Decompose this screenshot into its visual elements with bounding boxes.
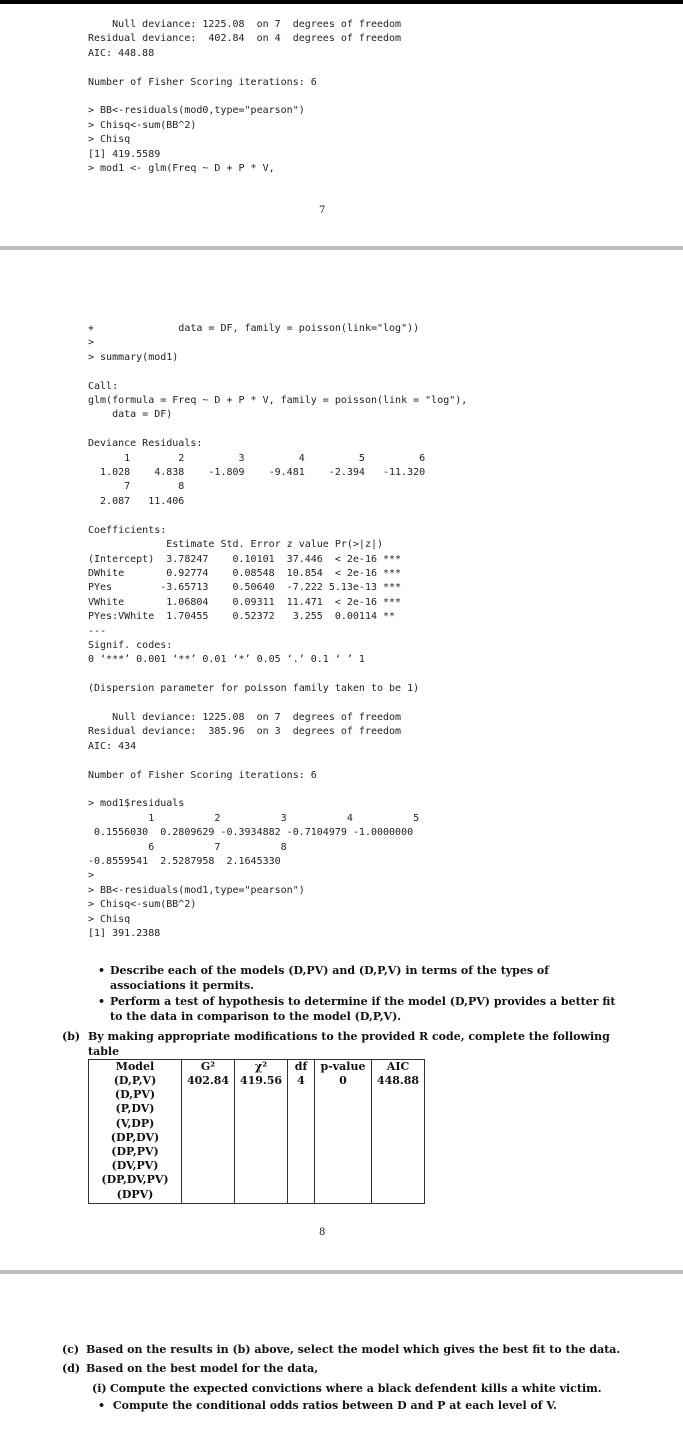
part-d-text: Based on the best model for the data, [86,1362,319,1375]
code-line: 0.1556030 0.2809629 -0.3934882 -0.7104979 -1.0000000 [88,827,414,839]
code-line: 1 2 3 4 5 [88,812,420,824]
header-model: Model [89,1060,182,1075]
code-line: > BB<-residuals(mod0,type="pearson") [88,105,305,117]
part-b-text: By making appropriate modifications to the provided R code, complete the following table [88,1030,610,1058]
page-separator [0,246,683,250]
part-c-text: Based on the results in (b) above, select the model which gives the best fit to the data. [86,1343,621,1356]
part-d-i-label: (i) [92,1382,107,1395]
code-line: > mod1 <- glm(Freq ~ D + P * V, [88,163,275,175]
code-line: > Chisq [88,913,131,925]
p-value-cell [315,1117,372,1131]
aic-cell [372,1159,425,1173]
code-line: Call: [88,380,119,392]
model-cell: (DP,DV,PV) [89,1173,182,1187]
chi2-cell [235,1102,288,1116]
model-cell: (DP,DV) [89,1131,182,1145]
model-cell: (P,DV) [89,1102,182,1116]
df-cell [288,1102,315,1116]
code-line: Null deviance: 1225.08 on 7 degrees of freedom [88,19,402,30]
code-line: 1.028 4.838 -1.809 -9.481 -2.394 -11.320 [88,467,426,479]
header-aic: AIC [372,1060,425,1075]
table-row [89,1159,425,1173]
code-line: Number of Fisher Scoring iterations: 6 [88,76,317,88]
model-cell: (DV,PV) [89,1159,182,1173]
code-line: 6 7 8 [88,841,287,853]
p-value-cell [315,1159,372,1173]
code-line: > BB<-residuals(mod1,type="pearson") [88,884,305,896]
aic-cell [372,1173,425,1187]
g2-cell: 402.84 [182,1074,235,1088]
bullet-icon: • [98,995,106,1008]
model-cell: (DP,PV) [89,1145,182,1159]
part-d-bullet: • Compute the conditional odds ratios between D and P at each level of V. [98,1399,557,1412]
header-chi2: χ² [235,1060,288,1075]
aic-cell [372,1188,425,1204]
code-line: AIC: 434 [88,740,137,752]
df-cell [288,1145,315,1159]
model-cell: (V,DP) [89,1117,182,1131]
code-line: > summary(mod1) [88,351,179,363]
code-line: > mod1$residuals [88,798,185,810]
code-line: Number of Fisher Scoring iterations: 6 [88,769,317,781]
question-bullet-describe-models: • Describe each of the models (D,PV) and (D,P,V) in terms of the types of associations it permits. [98,964,549,992]
chi2-cell [235,1188,288,1204]
aic-cell [372,1088,425,1102]
code-line: (Intercept) 3.78247 0.10101 37.446 < 2e-16 *** [88,553,402,565]
code-line: PYes -3.65713 0.50640 -7.222 5.13e-13 *** [88,582,402,594]
df-cell [288,1188,315,1204]
part-c-label: (c) [62,1343,80,1356]
g2-cell [182,1117,235,1131]
table-row [89,1145,425,1159]
p-value-cell [315,1102,372,1116]
table-row [89,1117,425,1131]
chi2-cell [235,1131,288,1145]
r-output-block-page7 [88,18,401,176]
model-cell: (D,PV) [89,1088,182,1102]
chi2-cell [235,1117,288,1131]
g2-cell [182,1188,235,1204]
part-d-i-text: Compute the expected convictions where a black defendent kills a white victim. [110,1382,602,1395]
part-d-label: (d) [62,1362,81,1375]
code-line: VWhite 1.06804 0.09311 11.471 < 2e-16 *** [88,596,402,608]
p-value-cell [315,1188,372,1204]
page-number-7: 7 [319,205,326,216]
df-cell [288,1131,315,1145]
code-line: Coefficients: [88,524,167,536]
p-value-cell [315,1173,372,1187]
code-line: > Chisq<-sum(BB^2) [88,119,197,131]
aic-cell [372,1131,425,1145]
g2-cell [182,1131,235,1145]
bullet-icon: • [98,964,106,977]
code-line: Residual deviance: 385.96 on 3 degrees of freedom [88,726,402,738]
g2-cell [182,1173,235,1187]
g2-cell [182,1102,235,1116]
chi2-cell [235,1173,288,1187]
model-cell: (DPV) [89,1188,182,1204]
g2-cell [182,1159,235,1173]
aic-cell [372,1145,425,1159]
code-line: Residual deviance: 402.84 on 4 degrees of freedom [88,33,402,45]
code-line: > [88,870,95,882]
p-value-cell: 0 [315,1074,372,1088]
table-row [89,1088,425,1102]
table-row [89,1131,425,1145]
code-line: Deviance Residuals: [88,438,203,450]
page-number-8: 8 [319,1227,326,1238]
r-output-block-page8 [88,322,467,941]
code-line: glm(formula = Freq ~ D + P * V, family = poisson(link = "log"), [88,395,468,407]
code-line: DWhite 0.92774 0.08548 10.854 < 2e-16 *** [88,567,402,579]
results-table [88,1059,425,1204]
code-line: [1] 419.5589 [88,148,161,160]
table-row [89,1102,425,1116]
code-line: [1] 391.2388 [88,928,161,940]
table-row [89,1188,425,1204]
code-line: PYes:VWhite 1.70455 0.52372 3.255 0.00114 ** [88,611,396,623]
header-df: df [288,1060,315,1075]
p-value-cell [315,1131,372,1145]
code-line: (Dispersion parameter for poisson family taken to be 1) [88,683,420,695]
model-cell: (D,P,V) [89,1074,182,1088]
code-line: 2.087 11.406 [88,495,185,507]
table-header-row [89,1060,425,1075]
chi2-cell [235,1145,288,1159]
g2-cell [182,1088,235,1102]
part-b-label: (b) [62,1030,81,1043]
df-cell [288,1117,315,1131]
question-bullet-hypothesis-test: • Perform a test of hypothesis to determine if the model (D,PV) provides a better fit to the data in comparison to the model (D,P,V). [98,995,616,1023]
g2-cell [182,1145,235,1159]
code-line: 7 8 [88,481,185,493]
code-line: 0 ‘***’ 0.001 ‘**’ 0.01 ‘*’ 0.05 ‘.’ 0.1 ‘ ’ 1 [88,654,365,666]
code-line: + data = DF, family = poisson(link="log")) [88,323,420,334]
chi2-cell: 419.56 [235,1074,288,1088]
df-cell: 4 [288,1074,315,1088]
code-line: > [88,337,95,349]
code-line: > Chisq<-sum(BB^2) [88,899,197,911]
header-p-value: p-value [315,1060,372,1075]
p-value-cell [315,1145,372,1159]
header-g2: G² [182,1060,235,1075]
code-line: data = DF) [88,409,173,421]
p-value-cell [315,1088,372,1102]
chi2-cell [235,1088,288,1102]
code-line: Signif. codes: [88,639,173,651]
code-line: 1 2 3 4 5 6 [88,452,426,464]
top-edge-bar [0,0,683,4]
code-line: > Chisq [88,134,131,146]
aic-cell [372,1102,425,1116]
bullet-icon: • [98,1399,106,1412]
df-cell [288,1173,315,1187]
page-separator [0,1270,683,1274]
code-line: --- [88,625,107,637]
chi2-cell [235,1159,288,1173]
aic-cell: 448.88 [372,1074,425,1088]
table-row [89,1173,425,1187]
df-cell [288,1088,315,1102]
code-line: Estimate Std. Error z value Pr(>|z|) [88,539,384,551]
code-line: -0.8559541 2.5287958 2.1645330 [88,856,281,868]
code-line: AIC: 448.88 [88,47,155,59]
aic-cell [372,1117,425,1131]
code-line: Null deviance: 1225.08 on 7 degrees of freedom [88,711,402,723]
table-row [89,1074,425,1088]
df-cell [288,1159,315,1173]
